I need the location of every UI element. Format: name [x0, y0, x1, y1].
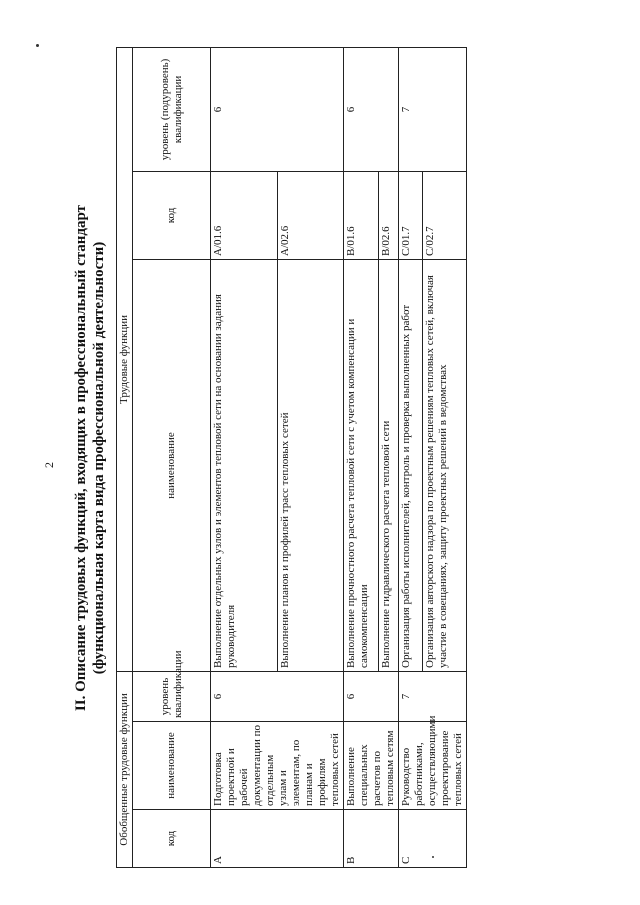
gtf-code: C	[399, 810, 467, 868]
rotated-page	[32, 48, 502, 868]
header-tf-level: уровень (подуровень) квалификации	[133, 47, 211, 171]
table-row	[344, 47, 379, 867]
gtf-level: 7	[399, 671, 467, 721]
tf-level: 6	[211, 47, 344, 171]
header-tf-name: наименование	[133, 259, 211, 671]
tf-name: Организация авторского надзора по проектным решениям тепловых сетей, включая участие в совещаниях, защиту проектных решений в ведомствах	[423, 259, 467, 671]
gtf-name: Руководство работниками, осуществляющими проектирование тепловых сетей	[399, 722, 467, 810]
header-code: код	[133, 810, 211, 868]
functional-map-table	[116, 47, 467, 868]
page-number: 2	[42, 462, 56, 468]
gtf-level: 6	[344, 671, 399, 721]
tf-code: B/01.6	[344, 171, 379, 259]
section-subtitle: (функциональная карта вида профессиональной деятельности)	[91, 241, 107, 675]
header-column-row	[133, 47, 211, 867]
tf-name: Выполнение гидравлического расчета тепловой сети	[379, 259, 399, 671]
header-level: уровень квалификации	[133, 671, 211, 721]
section-title: II. Описание трудовых функций, входящих в профессиональный стандарт	[73, 204, 89, 712]
tf-name: Организация работы исполнителей, контроль и проверка выполненных работ	[399, 259, 423, 671]
scan-speck	[36, 44, 39, 47]
tf-code: C/01.7	[399, 171, 423, 259]
tf-code: A/01.6	[211, 171, 278, 259]
tf-name: Выполнение прочностного расчета тепловой сети с учетом компенсации и самокомпенсации	[344, 259, 379, 671]
gtf-code: B	[344, 810, 399, 868]
tf-code: B/02.6	[379, 171, 399, 259]
header-labor-functions: Трудовые функции	[117, 47, 133, 671]
tf-level: 7	[399, 47, 467, 171]
tf-level: 6	[344, 47, 399, 171]
header-name: наименование	[133, 722, 211, 810]
tf-code: C/02.7	[423, 171, 467, 259]
header-group-row	[117, 47, 133, 867]
header-tf-code: код	[133, 171, 211, 259]
header-generalized-functions: Обобщенные трудовые функции	[117, 671, 133, 867]
table-row	[211, 47, 278, 867]
gtf-name: Выполнение специальных расчетов по тепловым сетям	[344, 722, 399, 810]
gtf-name: Подготовка проектной и рабочей документации по отдельным узлам и элементам, по планам и профилям тепловых сетей	[211, 722, 344, 810]
tf-code: A/02.6	[278, 171, 344, 259]
gtf-level: 6	[211, 671, 344, 721]
tf-name: Выполнение отдельных узлов и элементов тепловой сети на основании задания руководителя	[211, 259, 278, 671]
tf-name: Выполнение планов и профилей трасс тепловых сетей	[278, 259, 344, 671]
table-row	[399, 47, 423, 867]
gtf-code: A	[211, 810, 344, 868]
